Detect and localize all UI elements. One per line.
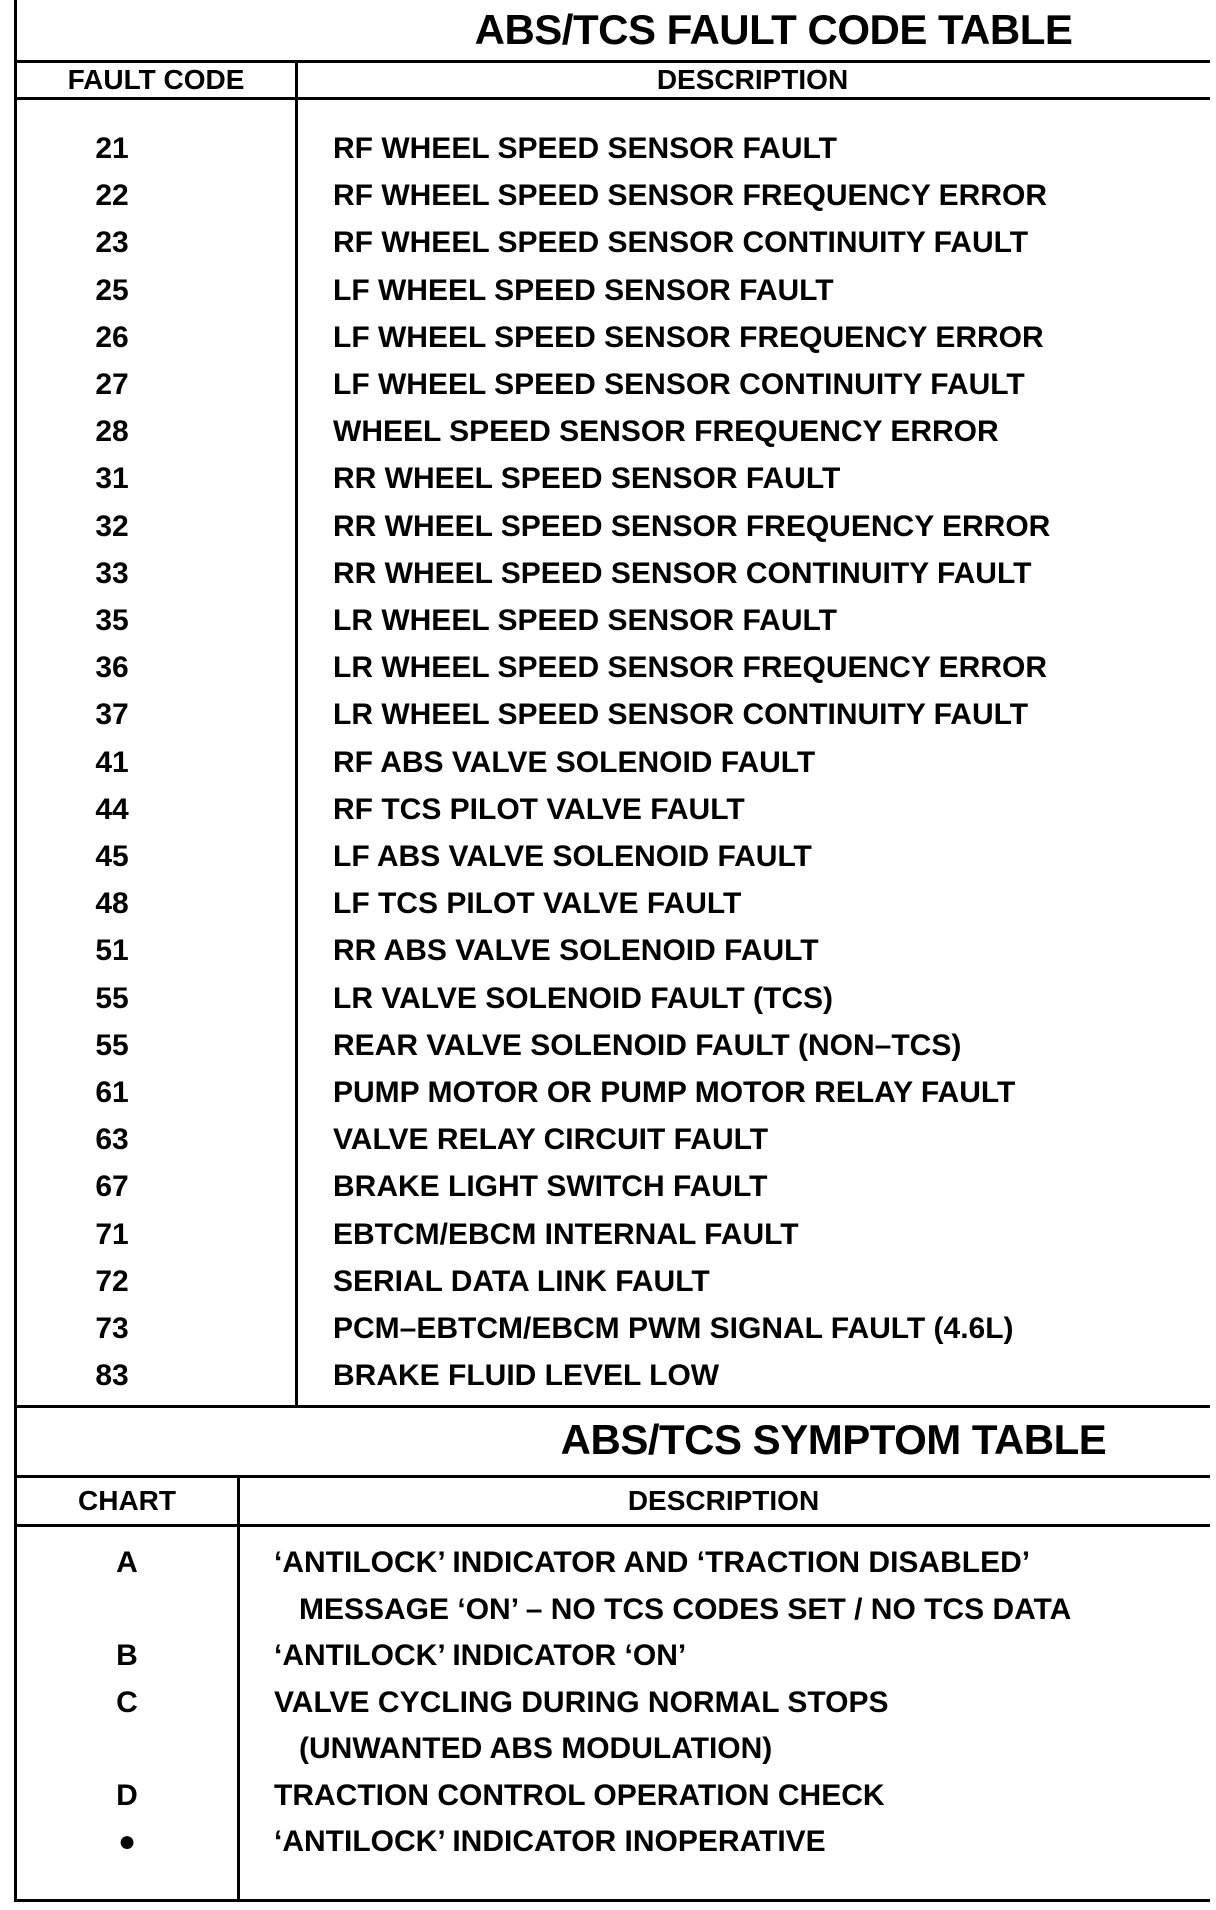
- table-row: [17, 1211, 1210, 1258]
- fault-description: RR WHEEL SPEED SENSOR FAULT: [333, 462, 841, 496]
- fault-code: 44: [95, 792, 129, 826]
- table-row: [17, 1773, 1210, 1819]
- fault-description: RF WHEEL SPEED SENSOR CONTINUITY FAULT: [333, 226, 1029, 260]
- fault-description: LF TCS PILOT VALVE FAULT: [333, 887, 742, 921]
- table-row: [17, 1633, 1210, 1679]
- table-row: [17, 1819, 1210, 1865]
- chart-id: B: [116, 1639, 138, 1672]
- fault-code: 41: [95, 745, 129, 779]
- table-row: [17, 1258, 1210, 1305]
- fault-code: 25: [95, 273, 129, 307]
- table-row: [17, 880, 1210, 927]
- symptom-description-column-header: DESCRIPTION: [627, 1485, 820, 1516]
- chart-id: ●: [117, 1825, 137, 1858]
- chart-id: D: [116, 1778, 138, 1812]
- fault-code: 55: [95, 981, 129, 1015]
- fault-code: 67: [95, 1170, 129, 1204]
- table-row: [17, 125, 1210, 172]
- fault-code: 33: [95, 556, 129, 590]
- chart-id: A: [116, 1546, 138, 1579]
- table-row: [17, 927, 1210, 974]
- fault-description: BRAKE FLUID LEVEL LOW: [333, 1359, 720, 1393]
- table-row: [17, 408, 1210, 455]
- fault-code: 21: [95, 132, 129, 165]
- fault-code: 51: [95, 934, 129, 968]
- fault-description: LR VALVE SOLENOID FAULT (TCS): [333, 981, 833, 1015]
- fault-description: LF WHEEL SPEED SENSOR FAULT: [333, 273, 834, 307]
- fault-code: 55: [95, 1028, 129, 1062]
- fault-code: 72: [95, 1264, 129, 1298]
- fault-description: LR WHEEL SPEED SENSOR CONTINUITY FAULT: [333, 698, 1029, 732]
- divider: [17, 1524, 1210, 1527]
- fault-code: 31: [95, 462, 129, 496]
- fault-code: 73: [95, 1312, 129, 1345]
- fault-code: 32: [95, 509, 129, 543]
- fault-description: RR WHEEL SPEED SENSOR FREQUENCY ERROR: [333, 509, 1051, 543]
- fault-code: 63: [95, 1123, 129, 1157]
- fault-code: 45: [95, 840, 129, 873]
- fault-code: 27: [95, 368, 129, 401]
- table-row: [17, 1163, 1210, 1210]
- symptom-description: TRACTION CONTROL OPERATION CHECK: [274, 1778, 885, 1812]
- fault-description: LF WHEEL SPEED SENSOR FREQUENCY ERROR: [333, 320, 1044, 354]
- fault-code-document: [14, 0, 1210, 1902]
- table-row: [17, 361, 1210, 408]
- chart-column-header: CHART: [78, 1485, 176, 1516]
- fault-description: LF WHEEL SPEED SENSOR CONTINUITY FAULT: [333, 368, 1025, 401]
- fault-description: PUMP MOTOR OR PUMP MOTOR RELAY FAULT: [333, 1076, 1016, 1109]
- table-row: [17, 172, 1210, 219]
- fault-description: WHEEL SPEED SENSOR FREQUENCY ERROR: [333, 415, 999, 449]
- fault-code: 83: [95, 1359, 129, 1393]
- fault-description: LR WHEEL SPEED SENSOR FREQUENCY ERROR: [333, 651, 1047, 685]
- fault-table-title: ABS/TCS FAULT CODE TABLE: [474, 6, 1073, 53]
- table-row: [17, 833, 1210, 880]
- fault-code: 48: [95, 887, 129, 921]
- fault-code: 61: [95, 1076, 129, 1109]
- fault-description: VALVE RELAY CIRCUIT FAULT: [333, 1123, 769, 1157]
- fault-description: RR WHEEL SPEED SENSOR CONTINUITY FAULT: [333, 556, 1032, 590]
- fault-code: 28: [95, 415, 129, 449]
- table-row: [17, 314, 1210, 361]
- symptom-description: VALVE CYCLING DURING NORMAL STOPS: [274, 1685, 889, 1719]
- divider: [17, 97, 1210, 100]
- fault-code: 35: [95, 604, 129, 637]
- table-row: [17, 219, 1210, 266]
- table-row: [17, 739, 1210, 786]
- table-row: [17, 691, 1210, 738]
- fault-code: 37: [95, 698, 129, 732]
- table-row: [17, 597, 1210, 644]
- fault-description: REAR VALVE SOLENOID FAULT (NON–TCS): [333, 1028, 962, 1062]
- fault-description: RR ABS VALVE SOLENOID FAULT: [333, 934, 819, 968]
- table-row: [17, 975, 1210, 1022]
- table-row: [17, 1726, 1210, 1772]
- chart-id: C: [116, 1685, 138, 1719]
- table-row: [17, 550, 1210, 597]
- fault-description-column-header: DESCRIPTION: [656, 64, 849, 95]
- fault-description: RF TCS PILOT VALVE FAULT: [333, 792, 745, 826]
- fault-description: SERIAL DATA LINK FAULT: [333, 1264, 710, 1298]
- fault-description: RF WHEEL SPEED SENSOR FAULT: [333, 132, 837, 165]
- table-row: [17, 1587, 1210, 1633]
- table-row: [17, 786, 1210, 833]
- table-row: [17, 267, 1210, 314]
- table-row: [17, 1540, 1210, 1586]
- fault-code: 71: [95, 1217, 129, 1251]
- table-row: [17, 455, 1210, 502]
- fault-description: PCM–EBTCM/EBCM PWM SIGNAL FAULT (4.6L): [333, 1312, 1014, 1345]
- symptom-description: ‘ANTILOCK’ INDICATOR INOPERATIVE: [274, 1825, 826, 1858]
- fault-description: BRAKE LIGHT SWITCH FAULT: [333, 1170, 768, 1204]
- symptom-description: MESSAGE ‘ON’ – NO TCS CODES SET / NO TCS DATA: [299, 1592, 1072, 1626]
- table-row: [17, 1116, 1210, 1163]
- fault-code: 26: [95, 320, 129, 354]
- fault-code: 36: [95, 651, 129, 685]
- table-row: [17, 1305, 1210, 1352]
- symptom-description: (UNWANTED ABS MODULATION): [299, 1732, 773, 1765]
- fault-description: LR WHEEL SPEED SENSOR FAULT: [333, 604, 837, 637]
- table-row: [17, 503, 1210, 550]
- fault-code: 23: [95, 226, 129, 260]
- table-row: [17, 1352, 1210, 1399]
- fault-description: RF WHEEL SPEED SENSOR FREQUENCY ERROR: [333, 179, 1047, 213]
- fault-description: LF ABS VALVE SOLENOID FAULT: [333, 840, 812, 873]
- fault-description: EBTCM/EBCM INTERNAL FAULT: [333, 1217, 799, 1251]
- fault-code: 22: [95, 179, 129, 213]
- symptom-table-title: ABS/TCS SYMPTOM TABLE: [560, 1416, 1107, 1463]
- table-row: [17, 644, 1210, 691]
- symptom-description: ‘ANTILOCK’ INDICATOR AND ‘TRACTION DISABLED’: [274, 1546, 1031, 1579]
- symptom-description: ‘ANTILOCK’ INDICATOR ‘ON’: [274, 1639, 687, 1672]
- table-row: [17, 1022, 1210, 1069]
- table-row: [17, 1680, 1210, 1726]
- table-row: [17, 1069, 1210, 1116]
- fault-description: RF ABS VALVE SOLENOID FAULT: [333, 745, 816, 779]
- fault-code-column-header: FAULT CODE: [67, 64, 245, 95]
